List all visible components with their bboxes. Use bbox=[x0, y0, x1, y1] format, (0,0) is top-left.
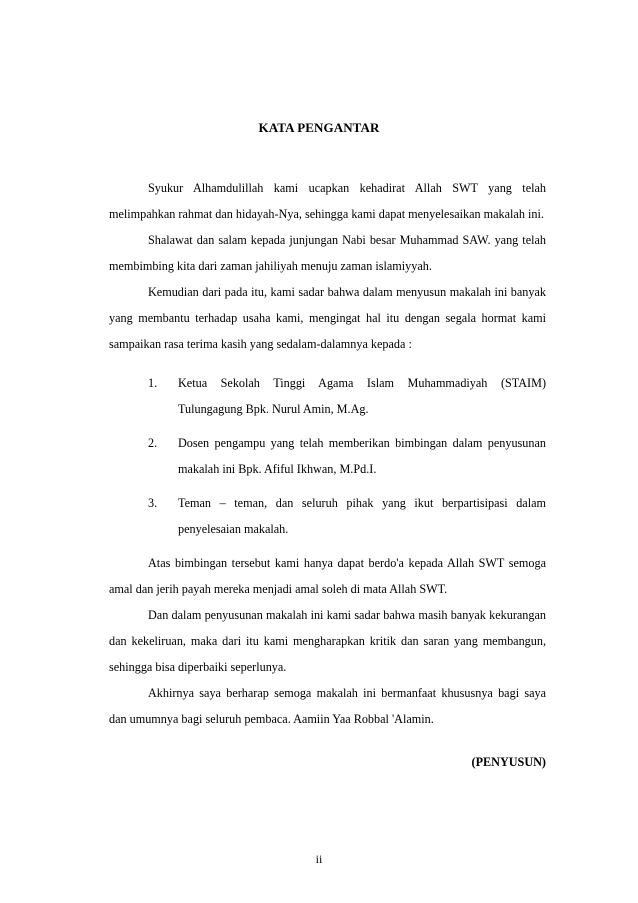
paragraph-gratitude: Syukur Alhamdulillah kami ucapkan kehadirat Allah SWT yang telah melimpahkan rahmat dan hidayah-Nya, sehingga kami dapat menyelesaikan makalah ini. bbox=[109, 181, 546, 221]
page-number: ii bbox=[315, 852, 323, 866]
thanks-list bbox=[148, 370, 546, 542]
list-item bbox=[148, 430, 546, 482]
list-text: Ketua Sekolah Tinggi Agama Islam Muhammadiyah (STAIM) Tulungagung Bpk. Nurul Amin, M.Ag. bbox=[178, 376, 546, 416]
author-signature: (PENYUSUN) bbox=[471, 755, 546, 769]
list-number: 1. bbox=[148, 376, 158, 390]
list-text: Dosen pengampu yang telah memberikan bimbingan dalam penyusunan makalah ini Bpk. Afiful Ikhwan, M.Pd.I. bbox=[178, 436, 546, 476]
list-number: 2. bbox=[148, 436, 158, 450]
paragraph-feedback: Dan dalam penyusunan makalah ini kami sadar bahwa masih banyak kekurangan dan kekeliruan, maka dari itu kami mengharapkan kritik dan saran yang membangun, sehingga bisa diperbaiki seperlunya. bbox=[109, 608, 546, 674]
list-number: 3. bbox=[148, 496, 158, 510]
closing-section bbox=[109, 550, 546, 732]
paragraph-prayer: Atas bimbingan tersebut kami hanya dapat berdo'a kepada Allah SWT semoga amal dan jerih payah mereka menjadi amal soleh di mata Allah SWT. bbox=[109, 556, 546, 596]
list-item bbox=[148, 370, 546, 422]
paragraph-shalawat: Shalawat dan salam kepada junjungan Nabi besar Muhammad SAW. yang telah membimbing kita dari zaman jahiliyah menuju zaman islamiyyah. bbox=[109, 233, 546, 273]
paragraph-thanks-intro: Kemudian dari pada itu, kami sadar bahwa dalam menyusun makalah ini banyak yang membantu terhadap usaha kami, mengingat hal itu dengan segala hormat kami sampaikan rasa terima kasih yang sedalam-dalamnya kepada : bbox=[109, 285, 546, 351]
paragraph-closing: Akhirnya saya berharap semoga makalah ini bermanfaat khususnya bagi saya dan umumnya bagi seluruh pembaca. Aamiin Yaa Robbal 'Alamin. bbox=[109, 686, 546, 726]
list-item bbox=[148, 490, 546, 542]
page-title: KATA PENGANTAR bbox=[258, 120, 380, 135]
list-text: Teman – teman, dan seluruh pihak yang ikut berpartisipasi dalam penyelesaian makalah. bbox=[178, 496, 546, 536]
intro-section bbox=[109, 175, 546, 357]
